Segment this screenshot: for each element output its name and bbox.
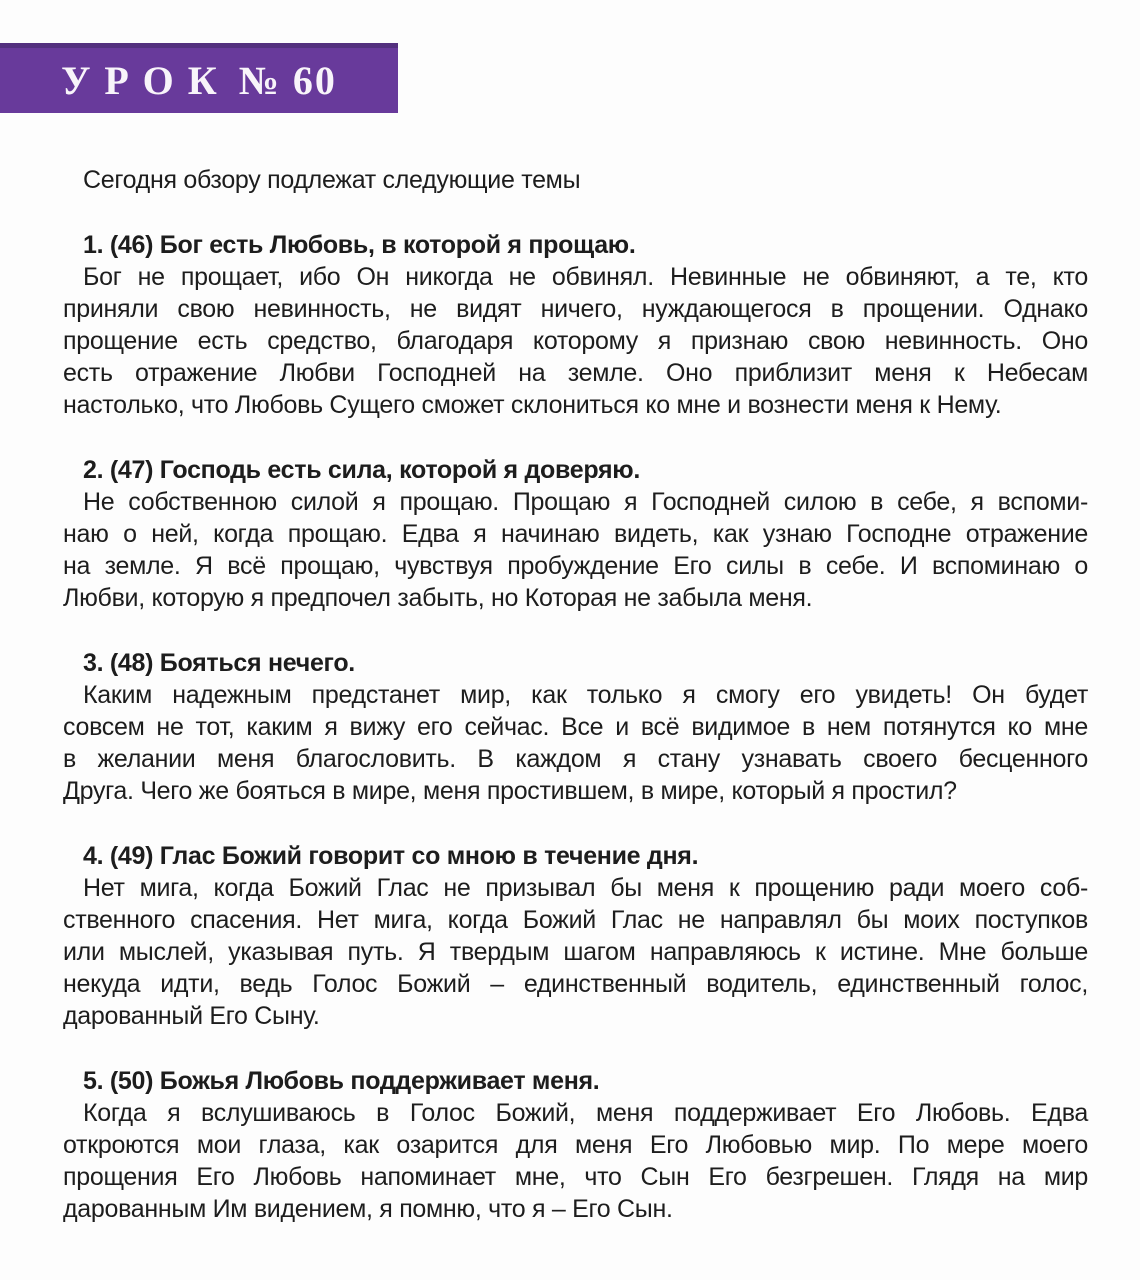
section-lesson-49 bbox=[63, 840, 1088, 1032]
paragraph-line: прощение есть средство, благодаря которому я признаю свою невинность. Оно bbox=[63, 327, 1088, 355]
paragraph-line: некуда идти, ведь Голос Божий – единственный водитель, единственный голос, bbox=[63, 970, 1088, 998]
section-lesson-50 bbox=[63, 1065, 1088, 1225]
paragraph-line: Не собственною силой я прощаю. Прощаю я Господней силою в себе, я вспоми- bbox=[83, 488, 1088, 516]
paragraph-line: Когда я вслушиваюсь в Голос Божий, меня поддерживает Его Любовь. Едва bbox=[83, 1099, 1088, 1127]
section-heading: 5. (50) Божья Любовь поддерживает меня. bbox=[83, 1067, 600, 1095]
paragraph-line: есть отражение Любви Господней на земле. Оно приблизит меня к Небесам bbox=[63, 359, 1088, 387]
paragraph-line: наю о ней, когда прощаю. Едва я начинаю видеть, как узнаю Господне отражение bbox=[63, 520, 1088, 548]
lesson-banner bbox=[0, 43, 398, 113]
paragraph-line: настолько, что Любовь Сущего сможет склониться ко мне и вознести меня к Нему. bbox=[63, 391, 1002, 419]
paragraph-line: Нет мига, когда Божий Глас не призывал бы меня к прощению ради моего соб- bbox=[83, 874, 1088, 902]
paragraph-line: на земле. Я всё прощаю, чувствуя пробуждение Его силы в себе. И вспоминаю о bbox=[63, 552, 1088, 580]
intro-text: Сегодня обзору подлежат следующие темы bbox=[83, 166, 581, 194]
document-body bbox=[63, 164, 1088, 1225]
section-heading: 1. (46) Бог есть Любовь, в которой я прощаю. bbox=[83, 231, 636, 259]
paragraph-line: Каким надежным предстанет мир, как только я смогу его увидеть! Он будет bbox=[83, 681, 1088, 709]
paragraph-line: дарованным Им видением, я помню, что я – Его Сын. bbox=[63, 1195, 673, 1223]
paragraph-line: в желании меня благословить. В каждом я стану узнавать своего бесценного bbox=[63, 745, 1088, 773]
paragraph-line: приняли свою невинность, не видят ничего, нуждающегося в прощении. Однако bbox=[63, 295, 1088, 323]
section-heading: 3. (48) Бояться нечего. bbox=[83, 649, 355, 677]
paragraph-line: Любви, которую я предпочел забыть, но Которая не забыла меня. bbox=[63, 584, 813, 612]
section-heading: 4. (49) Глас Божий говорит со мною в течение дня. bbox=[83, 842, 699, 870]
section-heading: 2. (47) Господь есть сила, которой я доверяю. bbox=[83, 456, 640, 484]
section-lesson-46 bbox=[63, 229, 1088, 421]
paragraph-line: Друга. Чего же бояться в мире, меня простившем, в мире, который я простил? bbox=[63, 777, 957, 805]
lesson-title-number: № 60 bbox=[238, 57, 337, 103]
section-lesson-47 bbox=[63, 454, 1088, 614]
paragraph-line: или мыслей, указывая путь. Я твердым шагом направляюсь к истине. Мне больше bbox=[63, 938, 1088, 966]
paragraph-line: дарованный Его Сыну. bbox=[63, 1002, 320, 1030]
paragraph-line: откроются мои глаза, как озарится для меня Его Любовью мир. По мере моего bbox=[63, 1131, 1088, 1159]
paragraph-line: ственного спасения. Нет мига, когда Божий Глас не направлял бы моих поступков bbox=[63, 906, 1088, 934]
paragraph-line: Бог не прощает, ибо Он никогда не обвинял. Невинные не обвиняют, а те, кто bbox=[83, 263, 1088, 291]
section-lesson-48 bbox=[63, 647, 1088, 807]
paragraph-line: прощения Его Любовь напоминает мне, что Сын Его безгрешен. Глядя на мир bbox=[63, 1163, 1088, 1191]
paragraph-line: совсем не тот, каким я вижу его сейчас. Все и всё видимое в нем потянутся ко мне bbox=[63, 713, 1088, 741]
lesson-title bbox=[61, 57, 337, 103]
lesson-title-word: УРОК bbox=[61, 57, 231, 103]
